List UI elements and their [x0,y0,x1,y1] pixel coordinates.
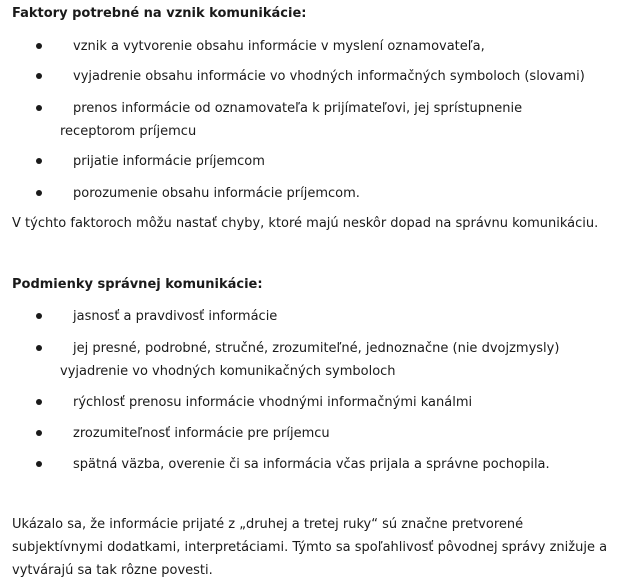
section-heading-factors: Faktory potrebné na vznik komunikácie: [12,6,307,21]
bullet-icon [36,158,42,164]
list-item: jej presné, podrobné, stručné, zrozumiteľné, jednoznačne (nie dvojzmysly) vyjadrenie vo vhodných komunikačných symboloch [60,341,560,379]
bullet-icon [36,313,42,319]
bullet-icon [36,73,42,79]
bullet-icon [36,105,42,111]
list-item: prijatie informácie príjemcom [73,154,265,169]
paragraph-closing: Ukázalo sa, že informácie prijaté z „druhej a tretej ruky“ sú značne pretvorené subjektívnymi dodatkami, interpretáciami. Týmto sa spoľahlivosť pôvodnej správy znižuje a vytvárajú sa tak rôzne povesti. [12,517,608,578]
list-item: rýchlosť prenosu informácie vhodnými informačnými kanálmi [73,395,473,410]
section-heading-conditions: Podmienky správnej komunikácie: [12,277,263,292]
bullet-icon [36,190,42,196]
list-item: zrozumiteľnosť informácie pre príjemcu [73,426,330,441]
bullet-icon [36,399,42,405]
list-item: vyjadrenie obsahu informácie vo vhodných informačných symboloch (slovami) [73,69,585,84]
list-item: spätná väzba, overenie či sa informácia včas prijala a správne pochopila. [73,457,550,472]
list-item: porozumenie obsahu informácie príjemcom. [73,186,360,201]
bullet-icon [36,43,42,49]
list-item: prenos informácie od oznamovateľa k prijímateľovi, jej sprístupnenie receptorom príjemcu [60,101,523,139]
bullet-icon [36,345,42,351]
bullet-icon [36,461,42,467]
bullet-icon [36,430,42,436]
list-item: vznik a vytvorenie obsahu informácie v myslení oznamovateľa, [73,39,485,54]
list-item: jasnosť a pravdivosť informácie [73,309,278,324]
paragraph-note: V týchto faktoroch môžu nastať chyby, ktoré majú neskôr dopad na správnu komunikáciu. [12,216,599,231]
